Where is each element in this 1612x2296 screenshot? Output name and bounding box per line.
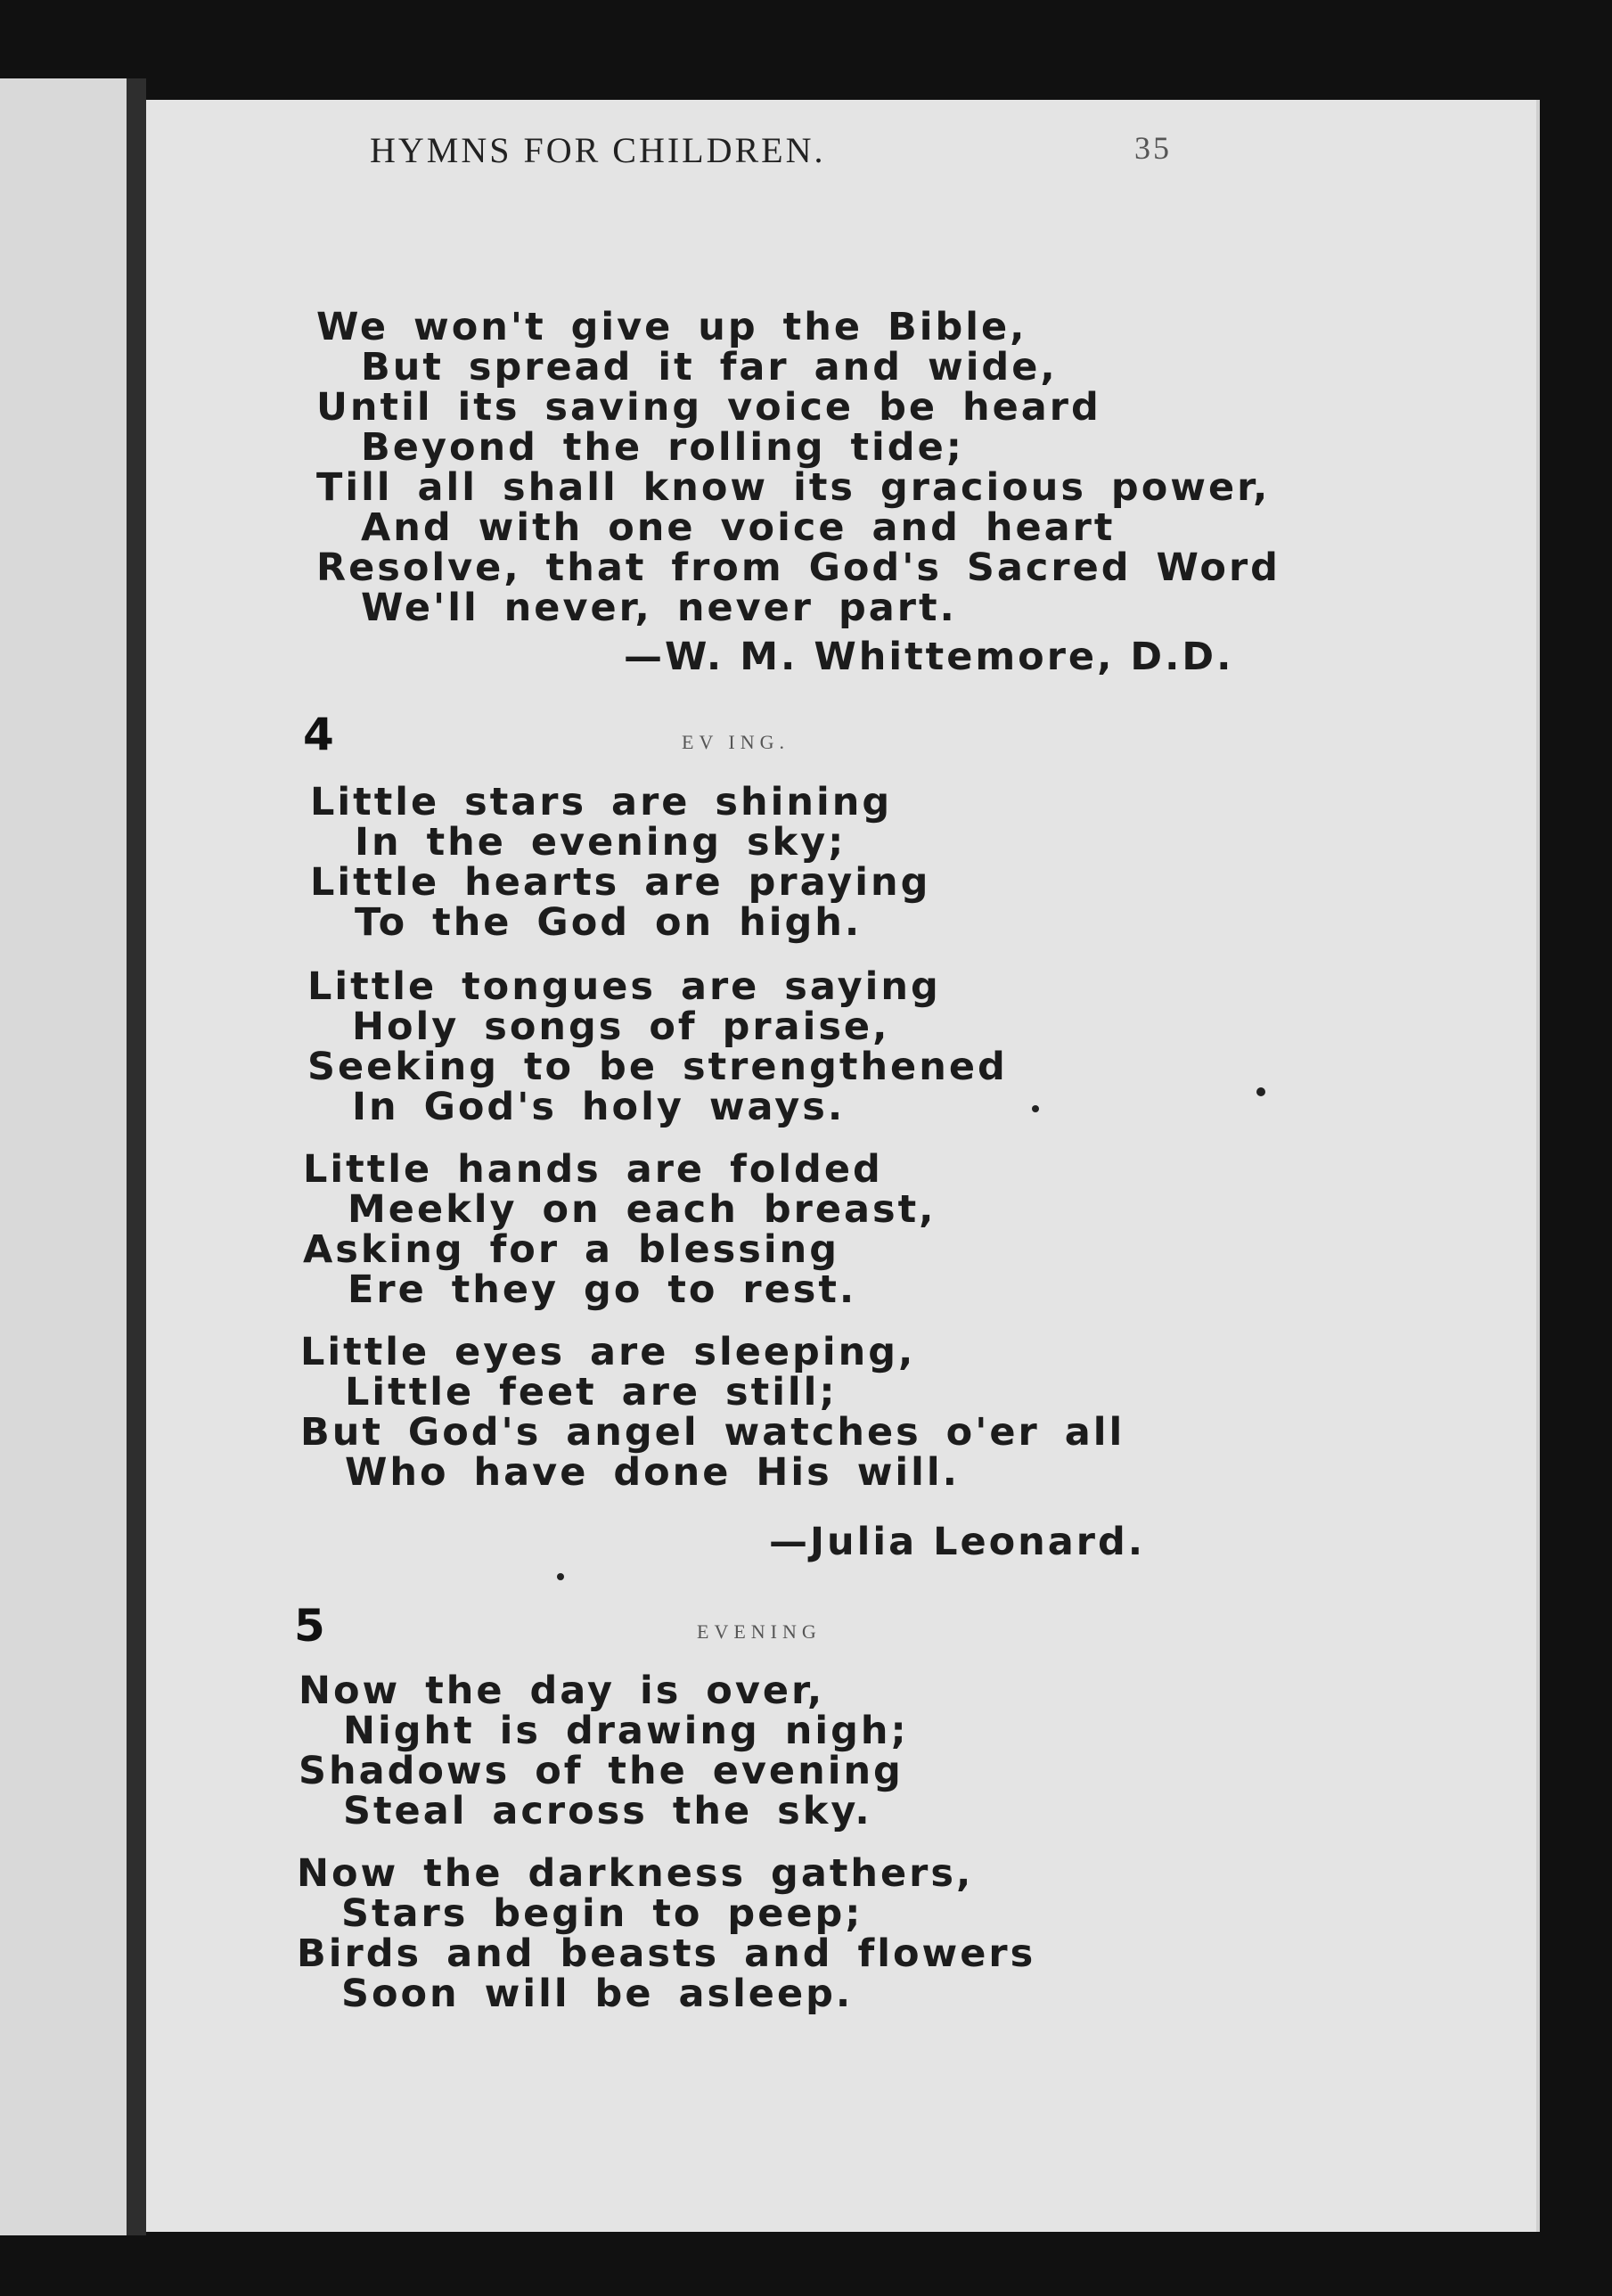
verse-line: In God's holy ways. [352, 1085, 846, 1129]
hymn-3-attribution: —W. M. Whittemore, D.D. [624, 635, 1234, 679]
hymn-4-number: 4 [303, 709, 334, 760]
verse-line: And with one voice and heart [361, 505, 1116, 550]
hymn-5-number: 5 [294, 1600, 325, 1652]
hymn-4-stanza-1 [310, 780, 1469, 945]
verse-line: Birds and beasts and flowers [297, 1931, 1036, 1976]
verse-line: Who have done His will. [345, 1450, 960, 1495]
verse-line: Shadows of the evening [299, 1749, 904, 1793]
hymn-4-stanza-3 [303, 1147, 1461, 1312]
verse-line: Little hearts are praying [310, 860, 931, 905]
hymn-5-stanza-2 [297, 1851, 1455, 2016]
verse-line: But spread it far and wide, [361, 345, 1058, 390]
hymn-4-attribution: —Julia Leonard. [769, 1520, 1146, 1564]
verse-line: We won't give up the Bible, [316, 305, 1027, 349]
verse-line: Holy songs of praise, [352, 1004, 890, 1049]
verse-line: Little tongues are saying [307, 964, 941, 1009]
verse-line: Little eyes are sleeping, [300, 1330, 916, 1374]
verse-line: Ere they go to rest. [348, 1267, 857, 1312]
verse-line: Asking for a blessing [303, 1227, 839, 1272]
running-header [370, 129, 1172, 183]
verse-line: Steal across the sky. [343, 1789, 872, 1833]
verse-line: Stars begin to peep; [341, 1891, 863, 1936]
running-title: HYMNS FOR CHILDREN. [370, 130, 826, 170]
page-number: 35 [1134, 130, 1172, 166]
ink-speck [1256, 1087, 1265, 1096]
hymn-4-stanza-4 [300, 1332, 1459, 1493]
verse-line: Soon will be asleep. [341, 1972, 854, 2016]
verse-line: We'll never, never part. [361, 586, 957, 630]
facing-page-edge [0, 78, 134, 2235]
verse-line: Little feet are still; [345, 1370, 838, 1414]
ink-speck [1032, 1105, 1039, 1112]
hymn-4-stanza-2 [307, 964, 1466, 1129]
verse-line: But God's angel watches o'er all [300, 1410, 1125, 1455]
verse-line: Resolve, that from God's Sacred Word [316, 545, 1281, 590]
hymn-5-title: EVENING [697, 1620, 822, 1643]
verse-line: Till all shall know its gracious power, [316, 465, 1271, 510]
hymn-4-title: EV ING. [682, 731, 790, 753]
verse-line: Until its saving voice be heard [316, 385, 1101, 430]
hymn-3-final-stanza [316, 305, 1475, 630]
verse-line: Now the day is over, [299, 1669, 825, 1713]
verse-line: Little hands are folded [303, 1147, 883, 1192]
ink-speck [557, 1573, 564, 1580]
verse-line: Little stars are shining [310, 780, 893, 824]
verse-line: In the evening sky; [355, 820, 847, 865]
verse-line: Seeking to be strengthened [307, 1045, 1008, 1089]
verse-line: Beyond the rolling tide; [361, 425, 964, 470]
hymn-5-stanza-1 [299, 1671, 1457, 1832]
verse-line: Night is drawing nigh; [343, 1709, 909, 1753]
verse-line: Meekly on each breast, [348, 1187, 937, 1232]
book-spine [127, 78, 146, 2235]
verse-line: To the God on high. [355, 900, 863, 945]
verse-line: Now the darkness gathers, [297, 1851, 974, 1896]
